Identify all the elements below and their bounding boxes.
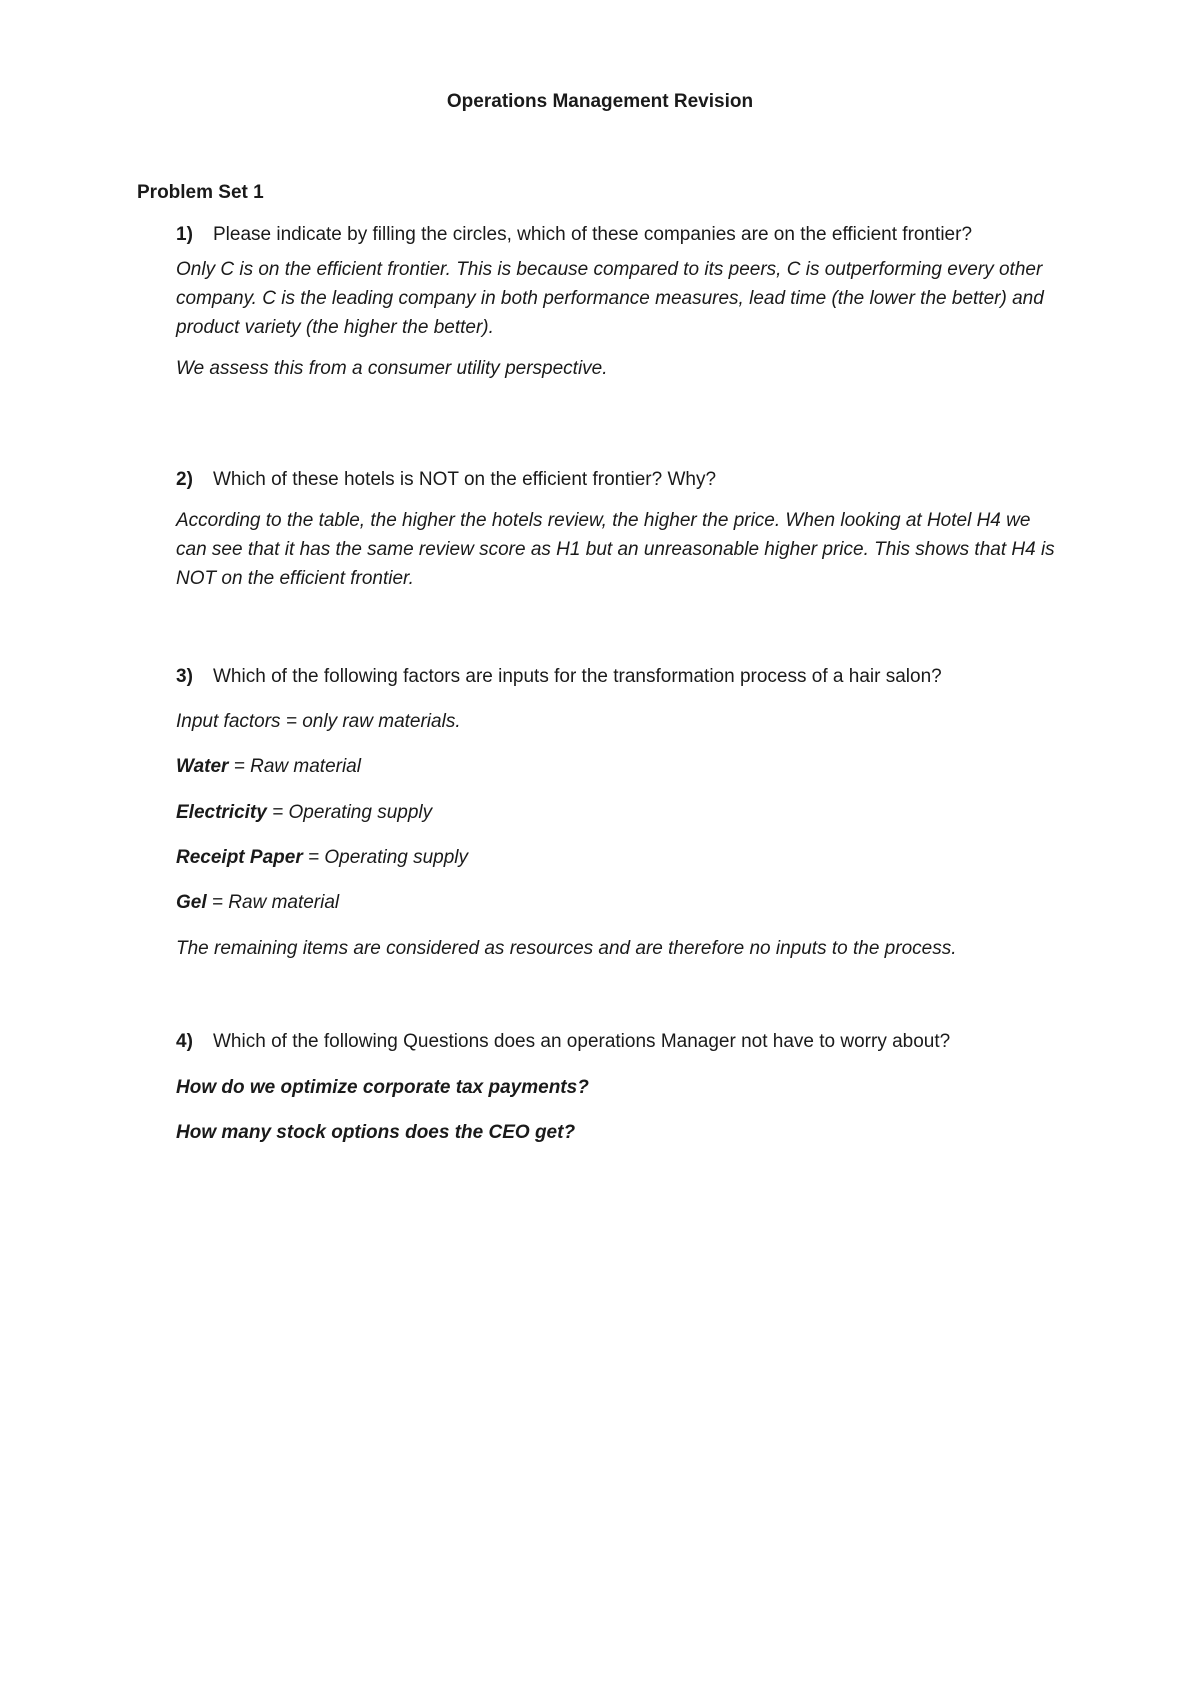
question-text: Please indicate by filling the circles, which of these companies are on the efficient frontier? xyxy=(213,224,973,245)
answer-3-conclusion: The remaining items are considered as resources and are therefore no inputs to the process. xyxy=(176,938,957,959)
question-text: Which of the following factors are inputs for the transformation process of a hair salon? xyxy=(213,666,942,687)
question-number: 3) xyxy=(176,666,193,687)
input-item-term: Gel xyxy=(176,892,207,913)
question-text: Which of these hotels is NOT on the efficient frontier? Why? xyxy=(213,469,717,490)
input-item-value: = Raw material xyxy=(228,756,361,777)
answer-4-item: How do we optimize corporate tax payments? xyxy=(176,1077,589,1098)
question-number: 1) xyxy=(176,224,193,245)
input-item-term: Water xyxy=(176,756,229,777)
question-text: Which of the following Questions does an operations Manager not have to worry about? xyxy=(213,1031,951,1052)
input-item xyxy=(176,891,1076,915)
question-number: 2) xyxy=(176,469,193,490)
input-item-term: Receipt Paper xyxy=(176,847,303,868)
input-item xyxy=(176,755,1076,779)
input-item xyxy=(176,801,1076,825)
question-4 xyxy=(176,1030,1076,1054)
question-3 xyxy=(176,665,1076,689)
input-item-value: = Raw material xyxy=(206,892,340,913)
document-title: Operations Management Revision xyxy=(446,91,754,112)
answer-2-paragraph: According to the table, the higher the hotels review, the higher the price. When looking at Hotel H4 we can see that it has the same review score as H1 but an unreasonable higher price. This shows that H4 is NOT on the efficient frontier. xyxy=(176,510,1055,589)
answer-1-paragraph: Only C is on the efficient frontier. This is because compared to its peers, C is outperforming every other company. C is the leading company in both performance measures, lead time (the lower the better) and product variety (the higher the better). xyxy=(176,259,1044,338)
question-number: 4) xyxy=(176,1031,193,1052)
answer-3-intro: Input factors = only raw materials. xyxy=(176,711,461,732)
answer-1-note: We assess this from a consumer utility perspective. xyxy=(176,358,608,379)
answer-4-item: How many stock options does the CEO get? xyxy=(176,1122,576,1143)
input-item xyxy=(176,846,1076,870)
input-item-value: = Operating supply xyxy=(302,847,469,868)
question-2 xyxy=(176,468,1076,492)
question-1 xyxy=(176,223,1076,247)
input-item-term: Electricity xyxy=(176,802,267,823)
problem-set-heading: Problem Set 1 xyxy=(137,182,264,203)
input-item-value: = Operating supply xyxy=(266,802,433,823)
